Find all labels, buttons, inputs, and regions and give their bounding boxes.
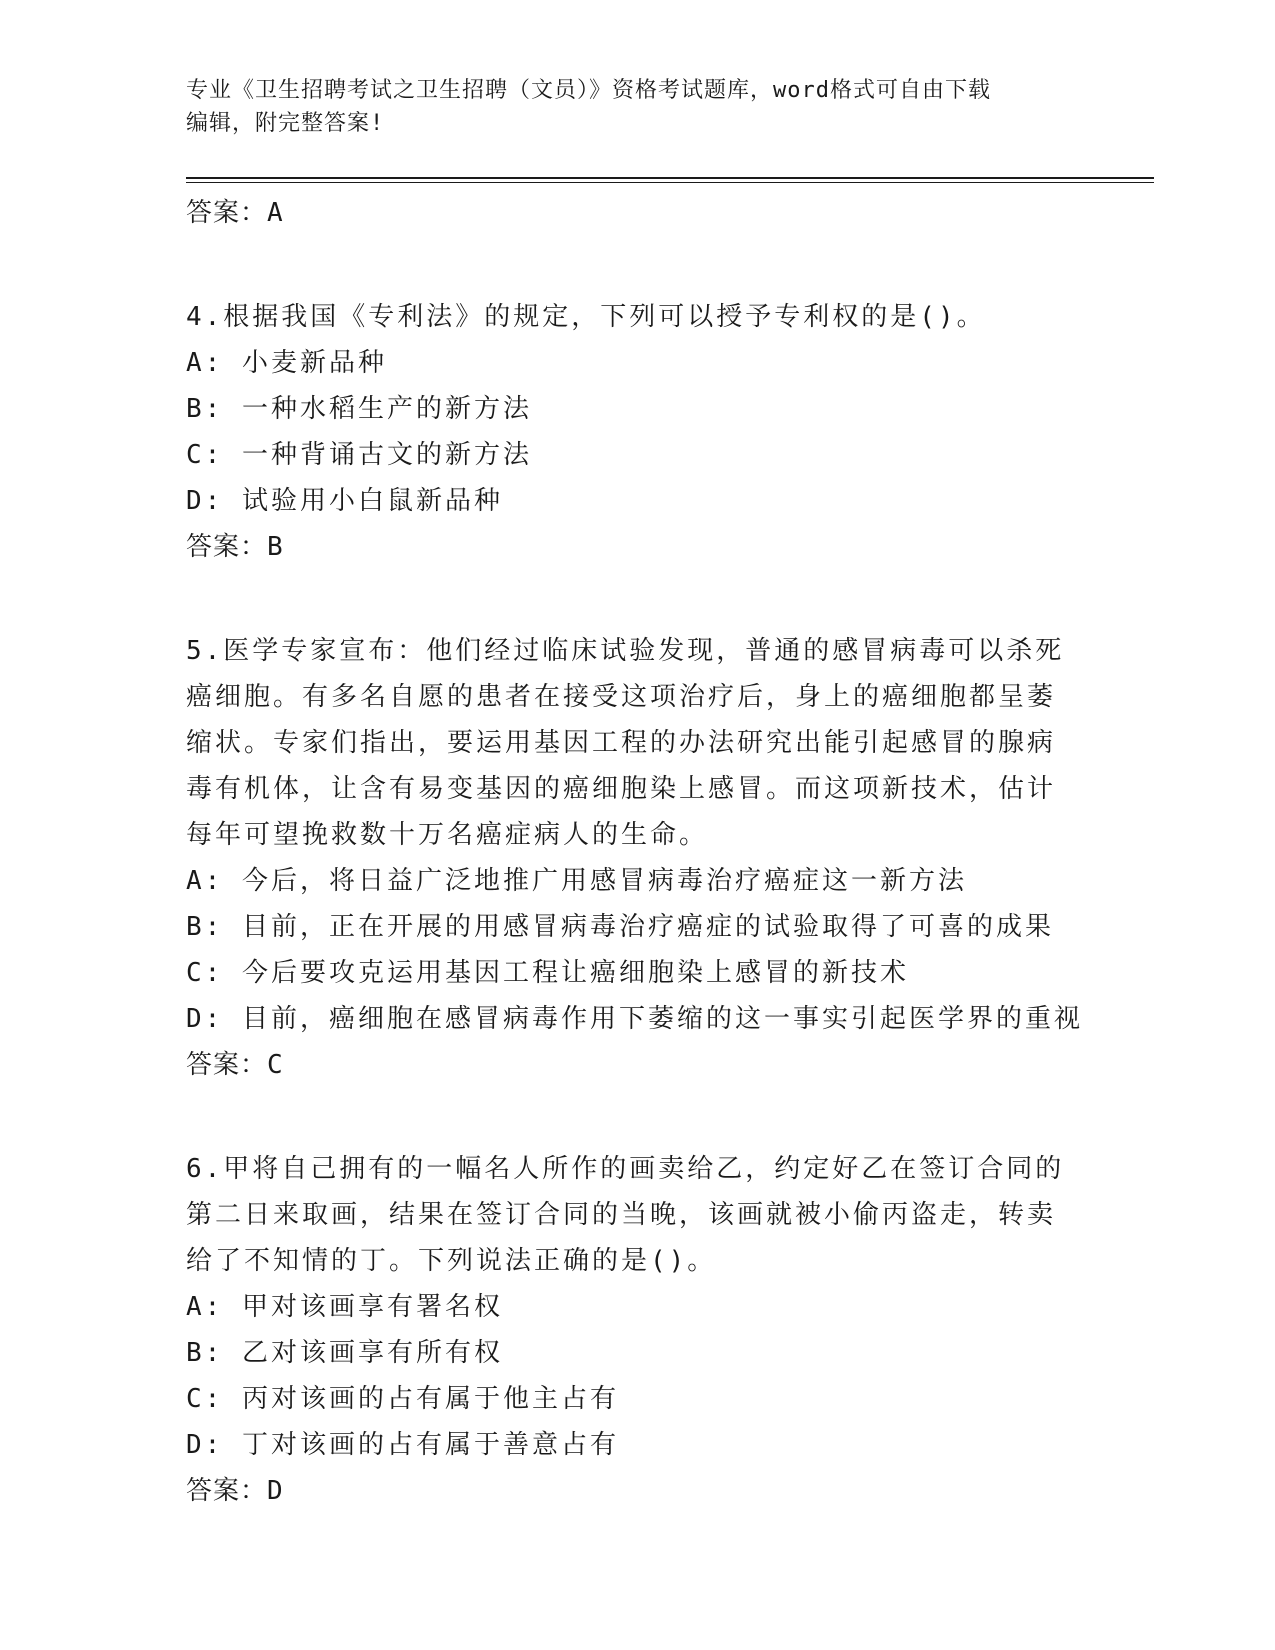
- option-d: D: 试验用小白鼠新品种: [186, 486, 503, 516]
- question-stem: 毒有机体，让含有易变基因的癌细胞染上感冒。而这项新技术，估计: [186, 774, 1057, 804]
- question-6: [186, 1146, 1086, 1514]
- question-stem: 癌细胞。有多名自愿的患者在接受这项治疗后，身上的癌细胞都呈萎: [186, 682, 1057, 712]
- option-d: D: 丁对该画的占有属于善意占有: [186, 1430, 619, 1460]
- question-stem: 5.医学专家宣布：他们经过临床试验发现，普通的感冒病毒可以杀死: [186, 636, 1065, 666]
- answer-label: 答案：A: [186, 198, 284, 228]
- question-stem: 4.根据我国《专利法》的规定，下列可以授予专利权的是()。: [186, 302, 986, 332]
- document-header: [186, 74, 1086, 140]
- option-a: A: 甲对该画享有署名权: [186, 1292, 503, 1322]
- option-a: A: 小麦新品种: [186, 348, 387, 378]
- option-c: C: 丙对该画的占有属于他主占有: [186, 1384, 619, 1414]
- header-line-1: 专业《卫生招聘考试之卫生招聘（文员）》资格考试题库，word格式可自由下载: [186, 78, 991, 103]
- question-list: [186, 190, 1086, 1514]
- question-5: [186, 628, 1086, 1088]
- question-stem: 6.甲将自己拥有的一幅名人所作的画卖给乙，约定好乙在签订合同的: [186, 1154, 1065, 1184]
- option-b: B: 一种水稻生产的新方法: [186, 394, 532, 424]
- option-c: C: 一种背诵古文的新方法: [186, 440, 532, 470]
- answer-label: 答案：D: [186, 1476, 284, 1506]
- option-c: C: 今后要攻克运用基因工程让癌细胞染上感冒的新技术: [186, 958, 909, 988]
- question-stem: 第二日来取画，结果在签订合同的当晚，该画就被小偷丙盗走，转卖: [186, 1200, 1057, 1230]
- question-stem: 每年可望挽救数十万名癌症病人的生命。: [186, 820, 709, 850]
- header-rule-thick: [186, 177, 1154, 179]
- question-stem: 给了不知情的丁。下列说法正确的是()。: [186, 1246, 717, 1276]
- header-line-2: 编辑，附完整答案!: [186, 111, 385, 136]
- answer-label: 答案：C: [186, 1050, 284, 1080]
- question-stem: 缩状。专家们指出，要运用基因工程的办法研究出能引起感冒的腺病: [186, 728, 1057, 758]
- option-b: B: 乙对该画享有所有权: [186, 1338, 503, 1368]
- answer-label: 答案：B: [186, 532, 284, 562]
- option-a: A: 今后，将日益广泛地推广用感冒病毒治疗癌症这一新方法: [186, 866, 967, 896]
- option-b: B: 目前，正在开展的用感冒病毒治疗癌症的试验取得了可喜的成果: [186, 912, 1054, 942]
- header-rule-thin: [186, 182, 1154, 183]
- question-4: [186, 294, 1086, 570]
- option-d: D: 目前，癌细胞在感冒病毒作用下萎缩的这一事实引起医学界的重视: [186, 1004, 1083, 1034]
